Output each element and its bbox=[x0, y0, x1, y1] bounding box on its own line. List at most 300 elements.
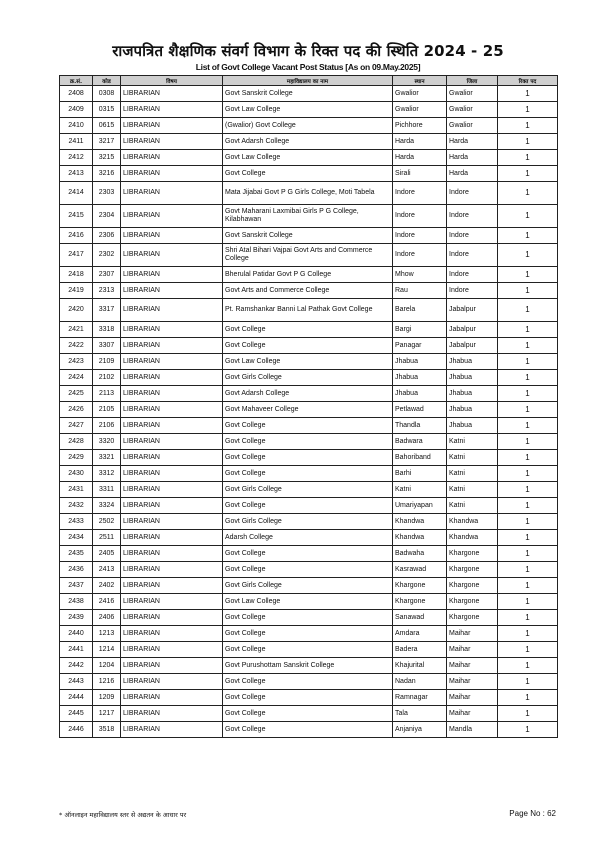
cell-place: Rau bbox=[393, 283, 447, 299]
cell-vacant-posts: 1 bbox=[498, 354, 558, 370]
cell-place: Harda bbox=[393, 150, 447, 166]
table-row bbox=[60, 386, 558, 402]
cell-serial: 2441 bbox=[60, 642, 93, 658]
cell-college-name: Govt Law College bbox=[223, 102, 393, 118]
cell-place: Badera bbox=[393, 642, 447, 658]
cell-vacant-posts: 1 bbox=[498, 658, 558, 674]
cell-district: Jhabua bbox=[447, 386, 498, 402]
header-subject: विषय bbox=[121, 76, 223, 86]
cell-vacant-posts: 1 bbox=[498, 546, 558, 562]
cell-college-name: (Gwalior) Govt College bbox=[223, 118, 393, 134]
cell-college-name: Govt College bbox=[223, 546, 393, 562]
cell-vacant-posts: 1 bbox=[498, 228, 558, 244]
table-row bbox=[60, 562, 558, 578]
cell-serial: 2443 bbox=[60, 674, 93, 690]
table-row bbox=[60, 118, 558, 134]
cell-code: 1209 bbox=[93, 690, 121, 706]
cell-subject: LIBRARIAN bbox=[121, 418, 223, 434]
cell-college-name: Govt College bbox=[223, 562, 393, 578]
cell-subject: LIBRARIAN bbox=[121, 530, 223, 546]
cell-place: Amdara bbox=[393, 626, 447, 642]
cell-code: 0615 bbox=[93, 118, 121, 134]
cell-district: Jhabua bbox=[447, 418, 498, 434]
cell-place: Thandla bbox=[393, 418, 447, 434]
cell-code: 2313 bbox=[93, 283, 121, 299]
cell-place: Indore bbox=[393, 205, 447, 228]
cell-place: Jhabua bbox=[393, 354, 447, 370]
cell-subject: LIBRARIAN bbox=[121, 626, 223, 642]
cell-district: Jabalpur bbox=[447, 322, 498, 338]
cell-serial: 2409 bbox=[60, 102, 93, 118]
cell-serial: 2426 bbox=[60, 402, 93, 418]
cell-subject: LIBRARIAN bbox=[121, 370, 223, 386]
header-place: स्थान bbox=[393, 76, 447, 86]
cell-district: Indore bbox=[447, 283, 498, 299]
cell-vacant-posts: 1 bbox=[498, 402, 558, 418]
cell-district: Mandla bbox=[447, 722, 498, 738]
cell-code: 0315 bbox=[93, 102, 121, 118]
cell-subject: LIBRARIAN bbox=[121, 386, 223, 402]
cell-serial: 2419 bbox=[60, 283, 93, 299]
cell-subject: LIBRARIAN bbox=[121, 674, 223, 690]
table-row bbox=[60, 530, 558, 546]
cell-subject: LIBRARIAN bbox=[121, 244, 223, 267]
cell-place: Ramnagar bbox=[393, 690, 447, 706]
cell-college-name: Govt College bbox=[223, 166, 393, 182]
cell-district: Katni bbox=[447, 498, 498, 514]
cell-code: 1213 bbox=[93, 626, 121, 642]
table-row bbox=[60, 546, 558, 562]
table-row bbox=[60, 150, 558, 166]
cell-code: 2102 bbox=[93, 370, 121, 386]
cell-college-name: Adarsh College bbox=[223, 530, 393, 546]
header-serial: क्र.सं. bbox=[60, 76, 93, 86]
cell-serial: 2440 bbox=[60, 626, 93, 642]
table-row bbox=[60, 466, 558, 482]
cell-serial: 2416 bbox=[60, 228, 93, 244]
cell-college-name: Bherulal Patidar Govt P G College bbox=[223, 267, 393, 283]
cell-college-name: Govt Law College bbox=[223, 594, 393, 610]
cell-college-name: Govt Purushottam Sanskrit College bbox=[223, 658, 393, 674]
cell-subject: LIBRARIAN bbox=[121, 594, 223, 610]
cell-vacant-posts: 1 bbox=[498, 322, 558, 338]
cell-vacant-posts: 1 bbox=[498, 118, 558, 134]
cell-subject: LIBRARIAN bbox=[121, 205, 223, 228]
cell-subject: LIBRARIAN bbox=[121, 182, 223, 205]
cell-college-name: Govt College bbox=[223, 690, 393, 706]
cell-district: Khargone bbox=[447, 594, 498, 610]
cell-district: Katni bbox=[447, 482, 498, 498]
cell-vacant-posts: 1 bbox=[498, 482, 558, 498]
cell-place: Indore bbox=[393, 228, 447, 244]
cell-place: Pichhore bbox=[393, 118, 447, 134]
cell-place: Khandwa bbox=[393, 530, 447, 546]
cell-subject: LIBRARIAN bbox=[121, 402, 223, 418]
cell-district: Jabalpur bbox=[447, 338, 498, 354]
table-body bbox=[60, 86, 558, 738]
cell-subject: LIBRARIAN bbox=[121, 706, 223, 722]
header-college-name: महाविद्यालय का नाम bbox=[223, 76, 393, 86]
cell-place: Badwaha bbox=[393, 546, 447, 562]
cell-place: Khargone bbox=[393, 578, 447, 594]
cell-college-name: Govt College bbox=[223, 418, 393, 434]
cell-district: Jhabua bbox=[447, 402, 498, 418]
cell-college-name: Govt College bbox=[223, 674, 393, 690]
page-subtitle: List of Govt College Vacant Post Status [As on 09.May.2025] bbox=[195, 62, 421, 72]
cell-district: Katni bbox=[447, 434, 498, 450]
cell-vacant-posts: 1 bbox=[498, 166, 558, 182]
cell-district: Jhabua bbox=[447, 370, 498, 386]
cell-subject: LIBRARIAN bbox=[121, 562, 223, 578]
cell-serial: 2410 bbox=[60, 118, 93, 134]
cell-place: Indore bbox=[393, 244, 447, 267]
cell-district: Indore bbox=[447, 228, 498, 244]
cell-subject: LIBRARIAN bbox=[121, 546, 223, 562]
cell-district: Harda bbox=[447, 166, 498, 182]
table-row bbox=[60, 418, 558, 434]
cell-serial: 2432 bbox=[60, 498, 93, 514]
cell-code: 2106 bbox=[93, 418, 121, 434]
cell-vacant-posts: 1 bbox=[498, 530, 558, 546]
cell-vacant-posts: 1 bbox=[498, 642, 558, 658]
table-row bbox=[60, 86, 558, 102]
cell-vacant-posts: 1 bbox=[498, 578, 558, 594]
cell-college-name: Govt College bbox=[223, 722, 393, 738]
cell-district: Maihar bbox=[447, 642, 498, 658]
table-row bbox=[60, 205, 558, 228]
cell-serial: 2408 bbox=[60, 86, 93, 102]
table-row bbox=[60, 626, 558, 642]
cell-college-name: Govt College bbox=[223, 498, 393, 514]
cell-vacant-posts: 1 bbox=[498, 690, 558, 706]
footnote: * ऑनलाइन महाविद्यालय स्तर से अद्यतन के आधार पर bbox=[59, 811, 187, 819]
cell-place: Barhi bbox=[393, 466, 447, 482]
cell-place: Indore bbox=[393, 182, 447, 205]
cell-code: 2502 bbox=[93, 514, 121, 530]
table-row bbox=[60, 267, 558, 283]
cell-college-name: Govt College bbox=[223, 338, 393, 354]
cell-place: Sanawad bbox=[393, 610, 447, 626]
cell-vacant-posts: 1 bbox=[498, 418, 558, 434]
cell-code: 3312 bbox=[93, 466, 121, 482]
table-row bbox=[60, 182, 558, 205]
table-row bbox=[60, 642, 558, 658]
cell-district: Indore bbox=[447, 182, 498, 205]
table-row bbox=[60, 338, 558, 354]
cell-code: 1216 bbox=[93, 674, 121, 690]
cell-college-name: Govt Sanskrit College bbox=[223, 228, 393, 244]
cell-college-name: Govt College bbox=[223, 450, 393, 466]
cell-code: 3311 bbox=[93, 482, 121, 498]
cell-serial: 2413 bbox=[60, 166, 93, 182]
table-row bbox=[60, 134, 558, 150]
cell-place: Gwalior bbox=[393, 102, 447, 118]
cell-code: 2105 bbox=[93, 402, 121, 418]
cell-district: Gwalior bbox=[447, 86, 498, 102]
cell-subject: LIBRARIAN bbox=[121, 642, 223, 658]
table-row bbox=[60, 402, 558, 418]
cell-code: 2416 bbox=[93, 594, 121, 610]
cell-district: Maihar bbox=[447, 674, 498, 690]
cell-serial: 2435 bbox=[60, 546, 93, 562]
cell-college-name: Mata Jijabai Govt P G Girls College, Moti Tabela bbox=[223, 182, 393, 205]
cell-vacant-posts: 1 bbox=[498, 434, 558, 450]
cell-college-name: Govt Adarsh College bbox=[223, 386, 393, 402]
cell-code: 2511 bbox=[93, 530, 121, 546]
cell-code: 3318 bbox=[93, 322, 121, 338]
cell-subject: LIBRARIAN bbox=[121, 299, 223, 322]
table-row bbox=[60, 244, 558, 267]
cell-place: Jhabua bbox=[393, 370, 447, 386]
cell-serial: 2431 bbox=[60, 482, 93, 498]
cell-college-name: Govt College bbox=[223, 642, 393, 658]
cell-code: 2402 bbox=[93, 578, 121, 594]
cell-subject: LIBRARIAN bbox=[121, 134, 223, 150]
cell-district: Indore bbox=[447, 267, 498, 283]
cell-vacant-posts: 1 bbox=[498, 450, 558, 466]
page-number: Page No : 62 bbox=[509, 809, 556, 818]
cell-serial: 2442 bbox=[60, 658, 93, 674]
cell-college-name: Govt College bbox=[223, 434, 393, 450]
table-row bbox=[60, 166, 558, 182]
cell-district: Indore bbox=[447, 244, 498, 267]
cell-place: Katni bbox=[393, 482, 447, 498]
cell-vacant-posts: 1 bbox=[498, 466, 558, 482]
cell-code: 2413 bbox=[93, 562, 121, 578]
cell-serial: 2438 bbox=[60, 594, 93, 610]
cell-code: 2304 bbox=[93, 205, 121, 228]
cell-subject: LIBRARIAN bbox=[121, 498, 223, 514]
cell-place: Jhabua bbox=[393, 386, 447, 402]
cell-serial: 2429 bbox=[60, 450, 93, 466]
cell-code: 3321 bbox=[93, 450, 121, 466]
cell-serial: 2422 bbox=[60, 338, 93, 354]
cell-place: Khajurital bbox=[393, 658, 447, 674]
table-row bbox=[60, 514, 558, 530]
table-row bbox=[60, 228, 558, 244]
table-row bbox=[60, 706, 558, 722]
cell-subject: LIBRARIAN bbox=[121, 322, 223, 338]
cell-district: Maihar bbox=[447, 658, 498, 674]
cell-serial: 2414 bbox=[60, 182, 93, 205]
cell-vacant-posts: 1 bbox=[498, 706, 558, 722]
cell-vacant-posts: 1 bbox=[498, 674, 558, 690]
cell-college-name: Govt Girls College bbox=[223, 578, 393, 594]
cell-vacant-posts: 1 bbox=[498, 283, 558, 299]
cell-serial: 2433 bbox=[60, 514, 93, 530]
cell-place: Badwara bbox=[393, 434, 447, 450]
cell-serial: 2420 bbox=[60, 299, 93, 322]
cell-college-name: Govt Arts and Commerce College bbox=[223, 283, 393, 299]
cell-place: Mhow bbox=[393, 267, 447, 283]
cell-subject: LIBRARIAN bbox=[121, 658, 223, 674]
cell-code: 3215 bbox=[93, 150, 121, 166]
cell-serial: 2415 bbox=[60, 205, 93, 228]
cell-vacant-posts: 1 bbox=[498, 244, 558, 267]
cell-college-name: Govt College bbox=[223, 626, 393, 642]
cell-serial: 2412 bbox=[60, 150, 93, 166]
table-row bbox=[60, 283, 558, 299]
cell-code: 2306 bbox=[93, 228, 121, 244]
cell-college-name: Govt Girls College bbox=[223, 482, 393, 498]
cell-college-name: Govt Maharani Laxmibai Girls P G College, Kilabhawan bbox=[223, 205, 393, 228]
cell-college-name: Govt Girls College bbox=[223, 514, 393, 530]
cell-vacant-posts: 1 bbox=[498, 299, 558, 322]
cell-place: Umariyapan bbox=[393, 498, 447, 514]
cell-code: 3317 bbox=[93, 299, 121, 322]
table-row bbox=[60, 370, 558, 386]
cell-vacant-posts: 1 bbox=[498, 134, 558, 150]
cell-subject: LIBRARIAN bbox=[121, 690, 223, 706]
cell-subject: LIBRARIAN bbox=[121, 102, 223, 118]
cell-serial: 2421 bbox=[60, 322, 93, 338]
cell-district: Gwalior bbox=[447, 102, 498, 118]
cell-subject: LIBRARIAN bbox=[121, 466, 223, 482]
table-header-row bbox=[60, 76, 558, 86]
cell-subject: LIBRARIAN bbox=[121, 610, 223, 626]
cell-college-name: Govt Sanskrit College bbox=[223, 86, 393, 102]
cell-place: Bahoriband bbox=[393, 450, 447, 466]
cell-subject: LIBRARIAN bbox=[121, 338, 223, 354]
cell-vacant-posts: 1 bbox=[498, 205, 558, 228]
cell-serial: 2411 bbox=[60, 134, 93, 150]
cell-district: Khandwa bbox=[447, 530, 498, 546]
cell-subject: LIBRARIAN bbox=[121, 722, 223, 738]
table-row bbox=[60, 578, 558, 594]
cell-code: 2113 bbox=[93, 386, 121, 402]
cell-district: Gwalior bbox=[447, 118, 498, 134]
cell-code: 3307 bbox=[93, 338, 121, 354]
cell-college-name: Govt College bbox=[223, 610, 393, 626]
table-row bbox=[60, 434, 558, 450]
cell-district: Indore bbox=[447, 205, 498, 228]
cell-place: Bargi bbox=[393, 322, 447, 338]
cell-serial: 2424 bbox=[60, 370, 93, 386]
cell-college-name: Pt. Ramshankar Banni Lal Pathak Govt College bbox=[223, 299, 393, 322]
cell-college-name: Govt College bbox=[223, 466, 393, 482]
cell-subject: LIBRARIAN bbox=[121, 228, 223, 244]
cell-place: Barela bbox=[393, 299, 447, 322]
cell-college-name: Govt Law College bbox=[223, 150, 393, 166]
cell-subject: LIBRARIAN bbox=[121, 86, 223, 102]
cell-college-name: Govt Mahaveer College bbox=[223, 402, 393, 418]
cell-vacant-posts: 1 bbox=[498, 386, 558, 402]
cell-place: Harda bbox=[393, 134, 447, 150]
cell-code: 3216 bbox=[93, 166, 121, 182]
cell-district: Harda bbox=[447, 134, 498, 150]
cell-district: Maihar bbox=[447, 626, 498, 642]
cell-code: 1217 bbox=[93, 706, 121, 722]
cell-place: Anjaniya bbox=[393, 722, 447, 738]
cell-subject: LIBRARIAN bbox=[121, 450, 223, 466]
cell-district: Khargone bbox=[447, 578, 498, 594]
table-row bbox=[60, 482, 558, 498]
table-row bbox=[60, 610, 558, 626]
cell-serial: 2444 bbox=[60, 690, 93, 706]
cell-district: Katni bbox=[447, 466, 498, 482]
cell-college-name: Govt College bbox=[223, 706, 393, 722]
table-row bbox=[60, 354, 558, 370]
cell-subject: LIBRARIAN bbox=[121, 118, 223, 134]
cell-code: 1204 bbox=[93, 658, 121, 674]
cell-vacant-posts: 1 bbox=[498, 86, 558, 102]
cell-vacant-posts: 1 bbox=[498, 562, 558, 578]
table-row bbox=[60, 299, 558, 322]
cell-subject: LIBRARIAN bbox=[121, 166, 223, 182]
cell-vacant-posts: 1 bbox=[498, 338, 558, 354]
cell-subject: LIBRARIAN bbox=[121, 283, 223, 299]
cell-code: 2302 bbox=[93, 244, 121, 267]
cell-place: Khargone bbox=[393, 594, 447, 610]
cell-code: 3320 bbox=[93, 434, 121, 450]
cell-code: 2109 bbox=[93, 354, 121, 370]
cell-vacant-posts: 1 bbox=[498, 722, 558, 738]
cell-code: 2303 bbox=[93, 182, 121, 205]
cell-serial: 2437 bbox=[60, 578, 93, 594]
cell-subject: LIBRARIAN bbox=[121, 482, 223, 498]
cell-serial: 2430 bbox=[60, 466, 93, 482]
header-district: जिला bbox=[447, 76, 498, 86]
cell-district: Katni bbox=[447, 450, 498, 466]
cell-vacant-posts: 1 bbox=[498, 594, 558, 610]
cell-college-name: Govt Girls College bbox=[223, 370, 393, 386]
table-row bbox=[60, 594, 558, 610]
table-row bbox=[60, 674, 558, 690]
cell-district: Harda bbox=[447, 150, 498, 166]
cell-place: Gwalior bbox=[393, 86, 447, 102]
cell-district: Khandwa bbox=[447, 514, 498, 530]
cell-district: Jhabua bbox=[447, 354, 498, 370]
cell-vacant-posts: 1 bbox=[498, 267, 558, 283]
cell-serial: 2436 bbox=[60, 562, 93, 578]
cell-subject: LIBRARIAN bbox=[121, 150, 223, 166]
table-row bbox=[60, 722, 558, 738]
cell-district: Khargone bbox=[447, 546, 498, 562]
cell-vacant-posts: 1 bbox=[498, 370, 558, 386]
cell-subject: LIBRARIAN bbox=[121, 578, 223, 594]
table-row bbox=[60, 322, 558, 338]
cell-vacant-posts: 1 bbox=[498, 610, 558, 626]
cell-place: Sirali bbox=[393, 166, 447, 182]
cell-place: Kasrawad bbox=[393, 562, 447, 578]
cell-college-name: Govt Adarsh College bbox=[223, 134, 393, 150]
cell-code: 3324 bbox=[93, 498, 121, 514]
header-vacant-posts: रिक्त पद bbox=[498, 76, 558, 86]
table-row bbox=[60, 658, 558, 674]
cell-district: Maihar bbox=[447, 706, 498, 722]
cell-serial: 2423 bbox=[60, 354, 93, 370]
cell-college-name: Shri Atal Bihari Vajpai Govt Arts and Commerce College bbox=[223, 244, 393, 267]
cell-district: Maihar bbox=[447, 690, 498, 706]
cell-serial: 2425 bbox=[60, 386, 93, 402]
cell-code: 2406 bbox=[93, 610, 121, 626]
cell-place: Panagar bbox=[393, 338, 447, 354]
cell-place: Nadan bbox=[393, 674, 447, 690]
cell-vacant-posts: 1 bbox=[498, 514, 558, 530]
cell-college-name: Govt College bbox=[223, 322, 393, 338]
table-row bbox=[60, 498, 558, 514]
cell-vacant-posts: 1 bbox=[498, 182, 558, 205]
cell-code: 2307 bbox=[93, 267, 121, 283]
cell-code: 1214 bbox=[93, 642, 121, 658]
cell-vacant-posts: 1 bbox=[498, 150, 558, 166]
cell-code: 0308 bbox=[93, 86, 121, 102]
page-title: राजपत्रित शैक्षणिक संवर्ग विभाग के रिक्त पद की स्थिति 2024 - 25 bbox=[112, 42, 504, 60]
cell-code: 3518 bbox=[93, 722, 121, 738]
table-row bbox=[60, 102, 558, 118]
cell-district: Khargone bbox=[447, 610, 498, 626]
cell-serial: 2445 bbox=[60, 706, 93, 722]
